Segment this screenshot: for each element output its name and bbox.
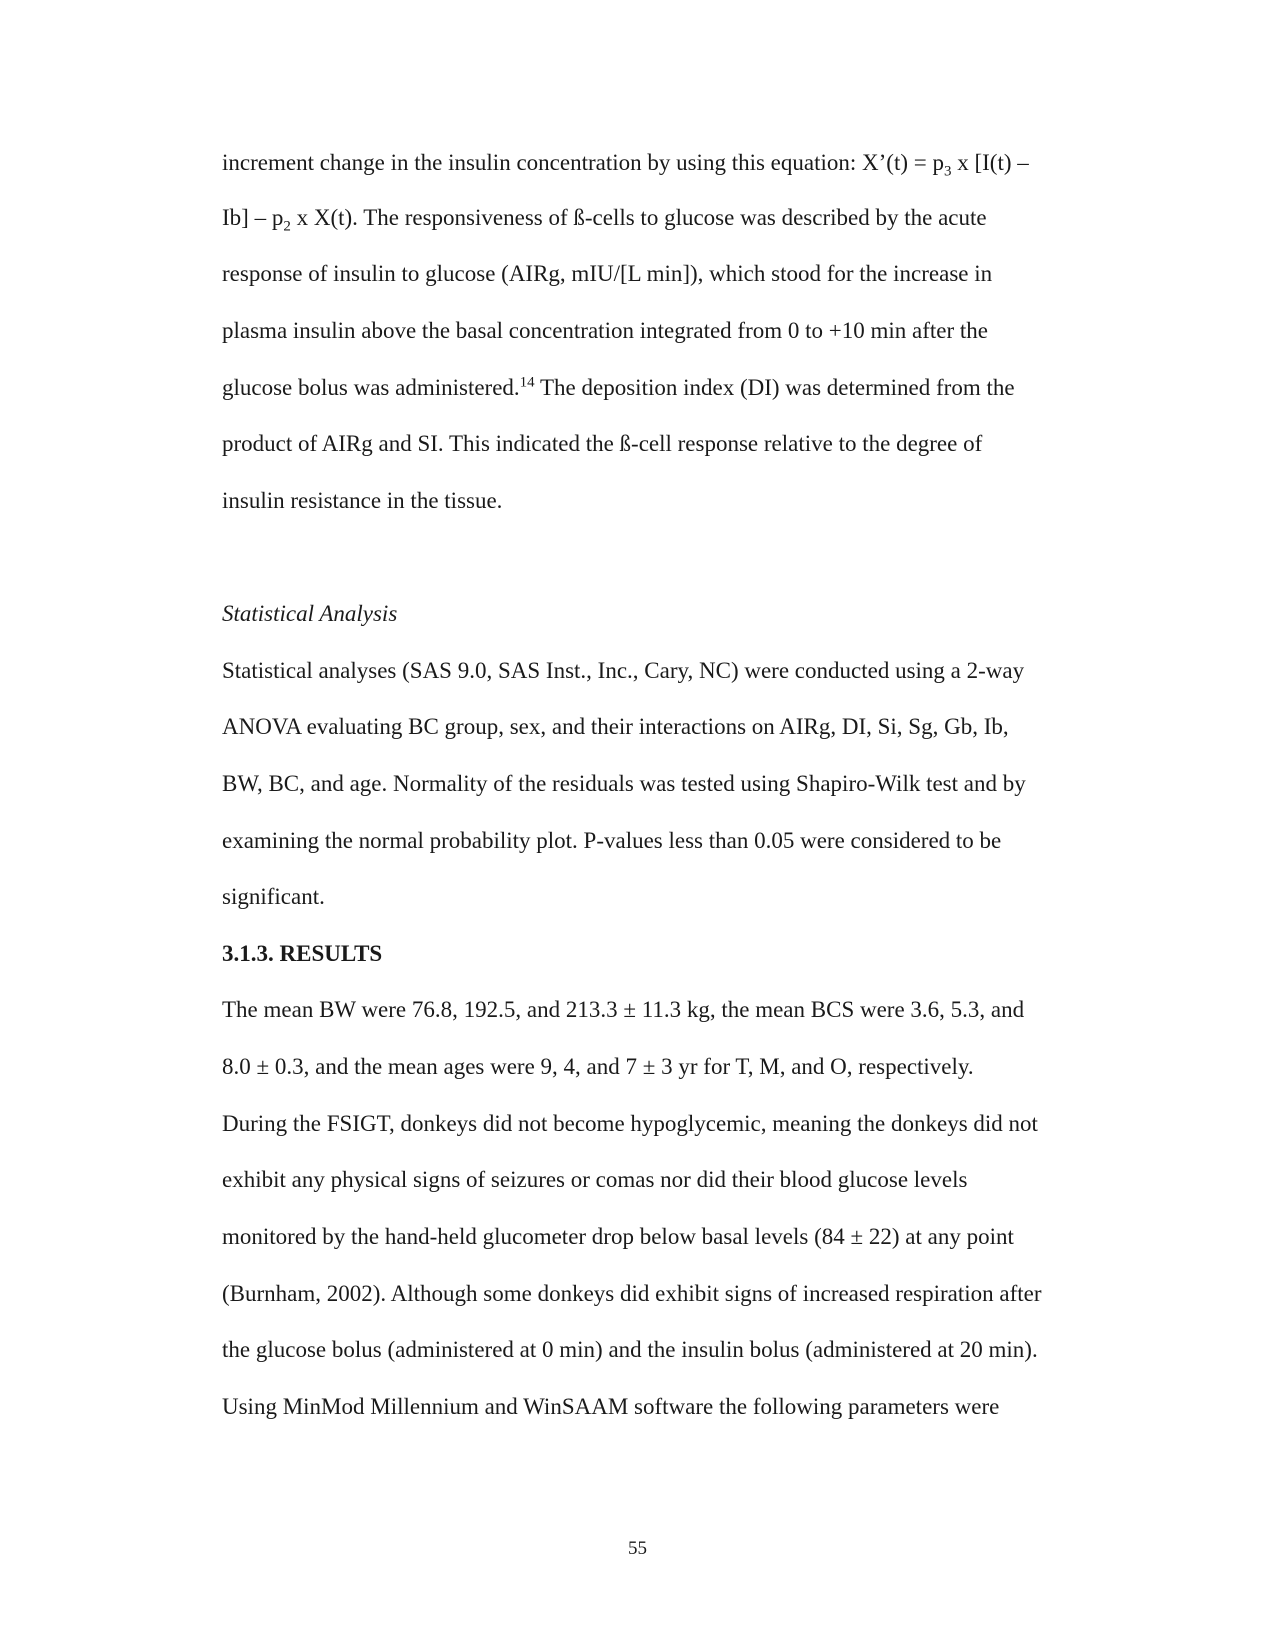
paragraph-line: examining the normal probability plot. P-values less than 0.05 were considered to be bbox=[222, 828, 1002, 853]
paragraph-line: plasma insulin above the basal concentration integrated from 0 to +10 min after the bbox=[222, 318, 988, 343]
paragraph-line: (Burnham, 2002). Although some donkeys did exhibit signs of increased respiration after bbox=[222, 1281, 1042, 1306]
paragraph-line: exhibit any physical signs of seizures or comas nor did their blood glucose levels bbox=[222, 1167, 968, 1192]
page-number: 55 bbox=[628, 1538, 647, 1559]
paragraph-line: ANOVA evaluating BC group, sex, and their interactions on AIRg, DI, Si, Sg, Gb, Ib, bbox=[222, 714, 1009, 739]
paragraph-line: significant. bbox=[222, 884, 325, 909]
section-heading: 3.1.3. RESULTS bbox=[222, 941, 383, 966]
paragraph-line: The mean BW were 76.8, 192.5, and 213.3 ± 11.3 kg, the mean BCS were 3.6, 5.3, and bbox=[222, 997, 1025, 1022]
paragraph-line: 8.0 ± 0.3, and the mean ages were 9, 4, and 7 ± 3 yr for T, M, and O, respectively. bbox=[222, 1054, 974, 1079]
paragraph-line: Statistical analyses (SAS 9.0, SAS Inst., Inc., Cary, NC) were conducted using a 2-way bbox=[222, 658, 1025, 683]
paragraph-line: monitored by the hand-held glucometer drop below basal levels (84 ± 22) at any point bbox=[222, 1224, 1014, 1249]
subsection-heading: Statistical Analysis bbox=[222, 601, 398, 626]
paragraph-line: product of AIRg and SI. This indicated the ß-cell response relative to the degree of bbox=[222, 431, 983, 456]
paragraph-line: increment change in the insulin concentration by using this equation: X’(t) = $p_3$ x [I(t) – bbox=[222, 150, 1029, 180]
paragraph-line: glucose bolus was administered.$^{14}$ The deposition index (DI) was determined from the bbox=[222, 374, 1015, 400]
paragraph-line: Using MinMod Millennium and WinSAAM software the following parameters were bbox=[222, 1394, 1000, 1419]
paragraph-line: insulin resistance in the tissue. bbox=[222, 488, 503, 513]
paragraph-line: response of insulin to glucose (AIRg, mIU/[L min]), which stood for the increase in bbox=[222, 261, 993, 286]
paragraph-line: During the FSIGT, donkeys did not become hypoglycemic, meaning the donkeys did not bbox=[222, 1111, 1038, 1136]
paragraph-line: the glucose bolus (administered at 0 min) and the insulin bolus (administered at 20 min). bbox=[222, 1337, 1038, 1362]
paragraph-line: BW, BC, and age. Normality of the residuals was tested using Shapiro-Wilk test and by bbox=[222, 771, 1026, 796]
paragraph-line: $Ib] - p_2$ x X(t). The responsiveness of ß-cells to glucose was described by the acute bbox=[222, 205, 987, 235]
